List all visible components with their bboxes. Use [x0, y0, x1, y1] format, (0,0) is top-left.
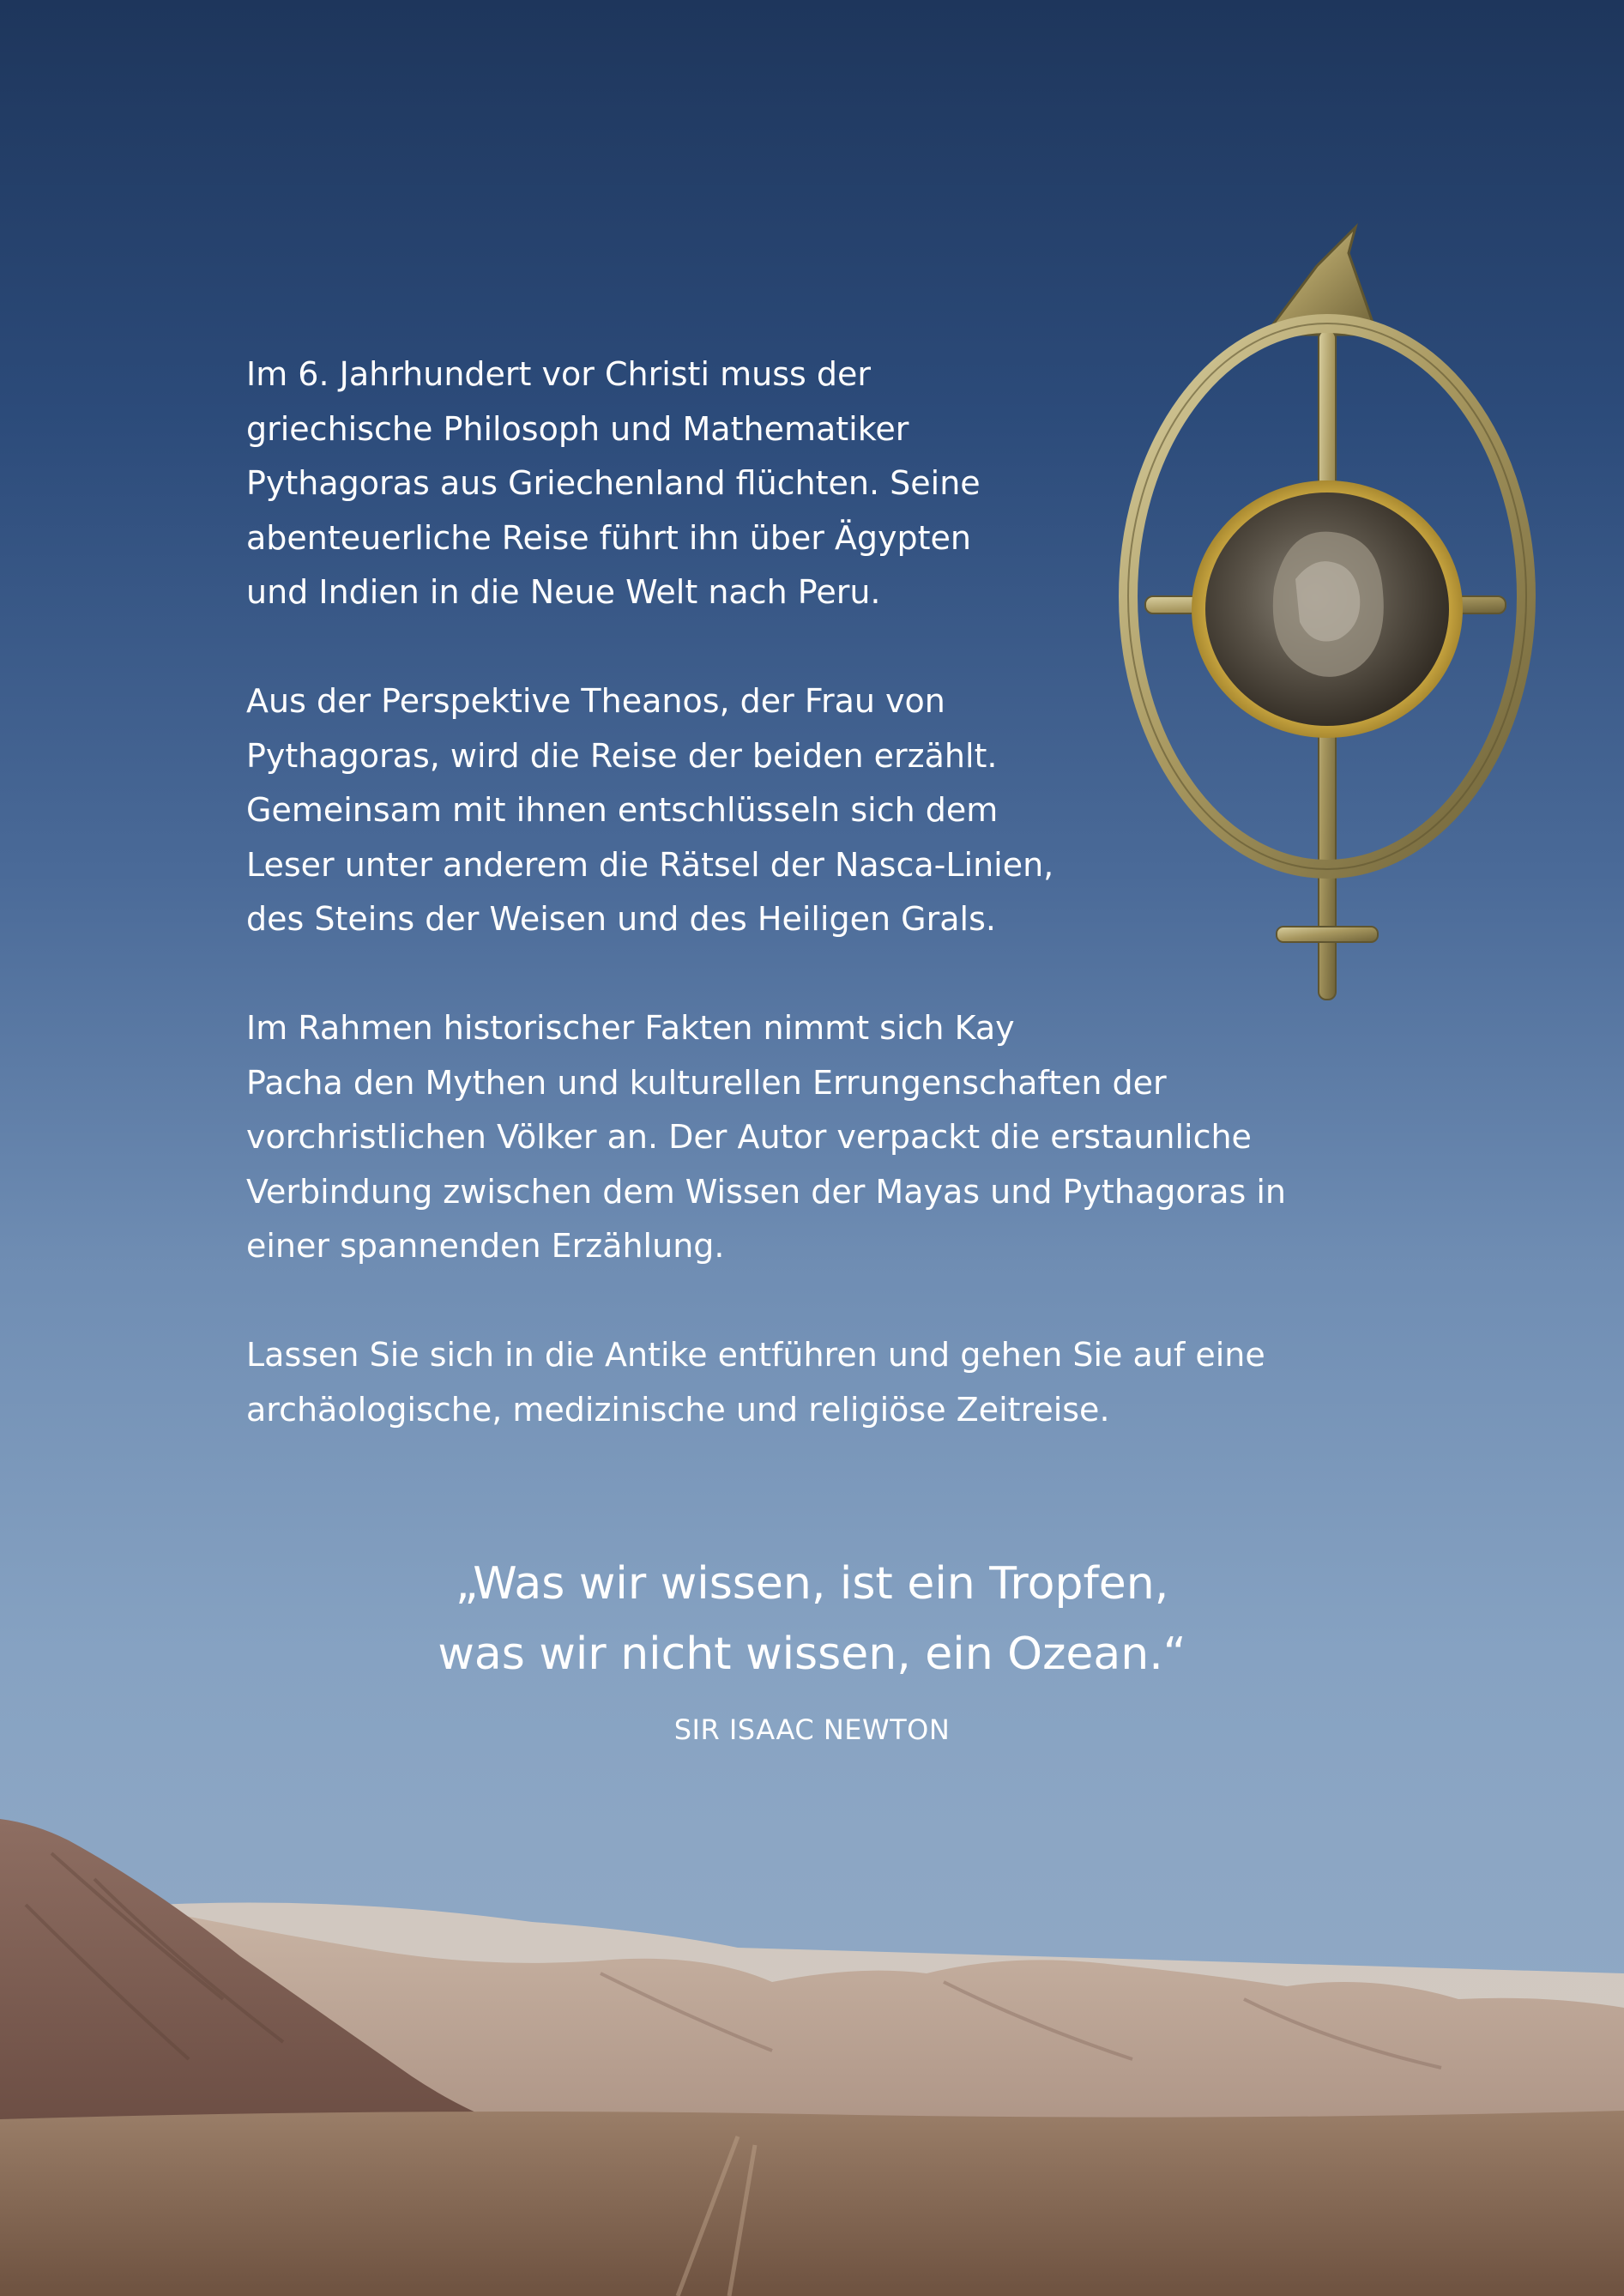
blurb-line: Pythagoras, wird die Reise der beiden erzählt.: [246, 736, 998, 775]
blurb-paragraph-3: [246, 1001, 1387, 1274]
blurb-line: Leser unter anderem die Rätsel der Nasca-Linien,: [246, 845, 1054, 884]
quote-line-2: was wir nicht wissen, ein Ozean.“: [438, 1628, 1186, 1680]
blurb-line: Gemeinsam mit ihnen entschlüsseln sich dem: [246, 791, 999, 829]
desert-landscape-image: [0, 1802, 1624, 2296]
quote-attribution: SIR ISAAC NEWTON: [673, 1713, 951, 1746]
blurb-line: griechische Philosoph und Mathematiker: [246, 409, 909, 448]
blurb-paragraph-1: [246, 347, 1387, 620]
blurb-text: [246, 347, 1387, 1492]
blurb-line: Lassen Sie sich in die Antike entführen und gehen Sie auf eine: [246, 1336, 1265, 1374]
quote-line-1: „Was wir wissen, ist ein Tropfen,: [455, 1558, 1169, 1610]
blurb-line: Aus der Perspektive Theanos, der Frau von: [246, 682, 945, 720]
blurb-paragraph-4: [246, 1328, 1387, 1437]
blurb-line: abenteuerliche Reise führt ihn über Ägypten: [246, 518, 971, 557]
blurb-line: des Steins der Weisen und des Heiligen Grals.: [246, 900, 996, 938]
blurb-line: Verbindung zwischen dem Wissen der Mayas und Pythagoras in: [246, 1172, 1286, 1211]
blurb-line: Pythagoras aus Griechenland flüchten. Seine: [246, 464, 981, 502]
blurb-line: und Indien in die Neue Welt nach Peru.: [246, 573, 881, 611]
blurb-line: Im Rahmen historischer Fakten nimmt sich Kay: [246, 1009, 1015, 1047]
blurb-paragraph-2: [246, 674, 1387, 947]
newton-quote: [0, 1549, 1624, 1689]
blurb-line: vorchristlichen Völker an. Der Autor verpackt die erstaunliche: [246, 1118, 1252, 1156]
blurb-line: Im 6. Jahrhundert vor Christi muss der: [246, 355, 871, 393]
blurb-line: Pacha den Mythen und kulturellen Errungenschaften der: [246, 1063, 1167, 1102]
blurb-line: archäologische, medizinische und religiöse Zeitreise.: [246, 1390, 1110, 1429]
blurb-line: einer spannenden Erzählung.: [246, 1227, 725, 1265]
